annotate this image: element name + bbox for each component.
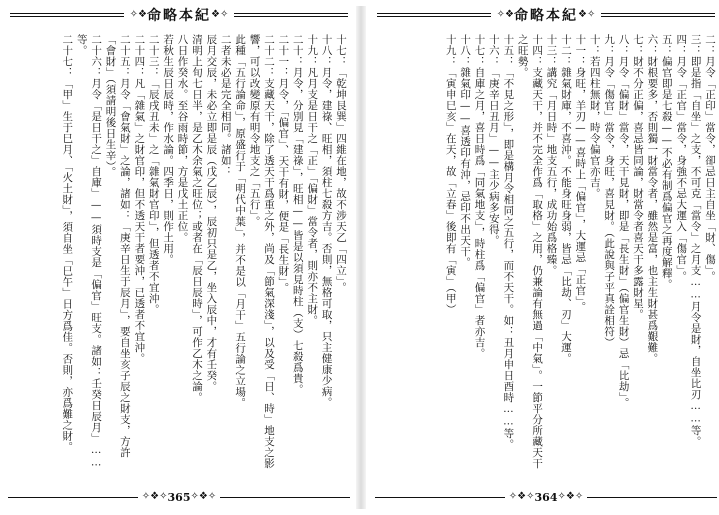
text-line: 三：即是指「自坐」之支，不可克「當令」之月支……月令是財，自坐比刃……等。: [689, 34, 702, 447]
text-line: 清明上旬七日半，是乙木余氣之旺位；或者在「辰日辰時」，可作乙木之論。: [190, 34, 203, 403]
text-line: 十六：「庚辛日丑月」——主少病多安得。: [487, 34, 500, 246]
text-line: 十七：「乾坤艮巽」四維在地，故不涉天乙「四立」。: [335, 34, 347, 293]
right-page-footer: [371, 489, 719, 505]
text-line: 四：月令「正官」當令，身強不忌大運入「傷官」。: [675, 34, 688, 282]
text-line: 二十四：凡「雜氣」之財官印，但不透天干者要沖，已透者不宜沖。: [133, 34, 146, 364]
right-page-body: [373, 34, 717, 474]
left-page-header: [4, 4, 354, 26]
text-line: 六：財根要多，否則獨一財當令者，雖然是富，也主生財甚爲艱難。: [646, 34, 659, 364]
text-line: 二十六：月令「是日干之」自庫」——須時支是「偏官」旺支。諸如：壬癸日辰月」……等。: [75, 34, 103, 469]
text-line: 十四：支藏天干，并不完全作爲「取格」之用，仍兼論有無過「中氣」。一節平分所藏天干之旺勢。: [516, 34, 544, 469]
ornament-icon: ✧❖✧: [141, 491, 168, 502]
text-line: 十：若四柱無財，時令偏官亦吉。: [588, 34, 601, 199]
book-gutter: [356, 6, 366, 509]
header-rule-right: [601, 13, 715, 17]
ornament-icon: ❖✧: [578, 9, 596, 20]
text-line: 十一：身旺，羊刃——喜時上「偏官」，大運忌「正官」。: [574, 34, 587, 313]
text-line: 八日作癸水。至谷雨時節，方是戊土正位。: [176, 34, 189, 243]
text-line: 十八：雜氣印——喜透印有沖，忌印不出天干。: [459, 34, 472, 268]
footer-rule-left: [8, 497, 138, 498]
text-line: 此種「五行論命」，原盛行于「明代中葉」，并不是以「月干」五行論之立場。: [234, 34, 247, 409]
left-page: [4, 0, 354, 515]
footer-rule-right: [587, 497, 717, 498]
header-rule-right: [234, 13, 348, 17]
ornament-icon: ✧❖: [129, 9, 147, 20]
text-line: 十九：「寅申巳亥」在天，故「立春」後即有「寅」（甲）: [444, 34, 457, 315]
text-line: 十五：「不見之形」，即是構月令相同之五行，而不天干。如：丑月申日酉時……等。: [502, 34, 515, 450]
ornament-icon: ✧❖✧: [508, 491, 535, 502]
ornament-icon: ❖✧: [211, 9, 229, 20]
text-line: 十八：月令，建祿、旺相，須柱七殺方吉。否則，無格可取，只主健康少病。: [320, 34, 333, 408]
right-page: [371, 0, 719, 515]
text-line: 五：偏官即是七殺——不必有制爲偏官之再度解釋。: [660, 34, 673, 290]
text-line: 二十：月令，分別見「建祿」，旺相——皆是以須見時柱（支）七殺爲貴。: [291, 34, 304, 395]
text-line: 二十七：「甲」生于巳月、「火土財」，須自坐「巳午」日方爲佳。否則，亦爲難之財。: [61, 34, 74, 453]
ornament-icon: ✧❖✧: [557, 491, 584, 502]
text-line: 二：月令「正印」當令，卻忌日主自坐「財、傷」。: [704, 34, 716, 282]
page-number: 364: [534, 490, 558, 504]
ornament-icon: ✧❖: [496, 9, 514, 20]
header-rule-left: [377, 13, 491, 17]
text-line: 十九：凡月支是日干之「正」「偏財」當令者，則亦不主財。: [306, 34, 319, 326]
text-line: 八：月令「偏財」當令，天干見財，即是「長生財」（偏官生財）忌「比劫」。: [617, 34, 630, 409]
right-page-header: [371, 4, 719, 26]
left-page-body: [18, 34, 348, 474]
text-line: 二十五：月令「會氣財」之論，諸如：「庚辛日生于辰月」，要自坐亥子辰之財支，方許「會財」（須請明後日生辛）。: [104, 34, 131, 458]
running-title: 命略本紀: [147, 8, 211, 24]
text-line: 二者未必是完全相同。諸如：: [219, 34, 232, 177]
text-line: 辰月交辰，未必立即是辰（戊乙辰），辰初只是乙，坐入辰中，才有壬癸。: [205, 34, 218, 392]
text-line: 十二：雜氣財庫，不喜沖。不能身旺身弱，皆忌「比劫、刃」大運。: [559, 34, 572, 364]
text-line: 七：財不分正偏，喜忌皆同論，財當令者喜天干多露財星。: [631, 34, 644, 320]
text-line: 十三：講究「月日時」地支五行，成功始爲格臻。: [545, 34, 558, 276]
header-rule-left: [10, 13, 124, 17]
text-line: 若秋生辰日辰時，作水論。四季日，則作土用。: [162, 34, 175, 265]
text-line: 九：月令「傷官」當令，身旺，喜見財。（此說與子平真詮相符）: [603, 34, 616, 348]
left-page-footer: [4, 489, 354, 505]
text-line: 二十一：月令，「偏官」、天干有財，便是「長生財」。: [277, 34, 290, 294]
text-line: 十七：自庫之月，喜日時爲「同氣地支」，時柱爲「偏官」者亦吉。: [473, 34, 486, 359]
footer-rule-right: [220, 497, 350, 498]
ornament-icon: ✧❖✧: [190, 491, 217, 502]
running-title: 命略本紀: [514, 8, 578, 24]
page-number: 365: [167, 490, 191, 504]
footer-rule-left: [375, 497, 505, 498]
text-line: 二十三：「辰戌丑未」之「雜氣財官印」，但透者不宜沖。: [147, 34, 160, 315]
text-line: 二十二：支藏天干，除了透天干爲重之外，尚及「節氣深淺」，以及受「日、時」地支之影響，可以改變原有明令地支之「五行」。: [248, 34, 275, 469]
